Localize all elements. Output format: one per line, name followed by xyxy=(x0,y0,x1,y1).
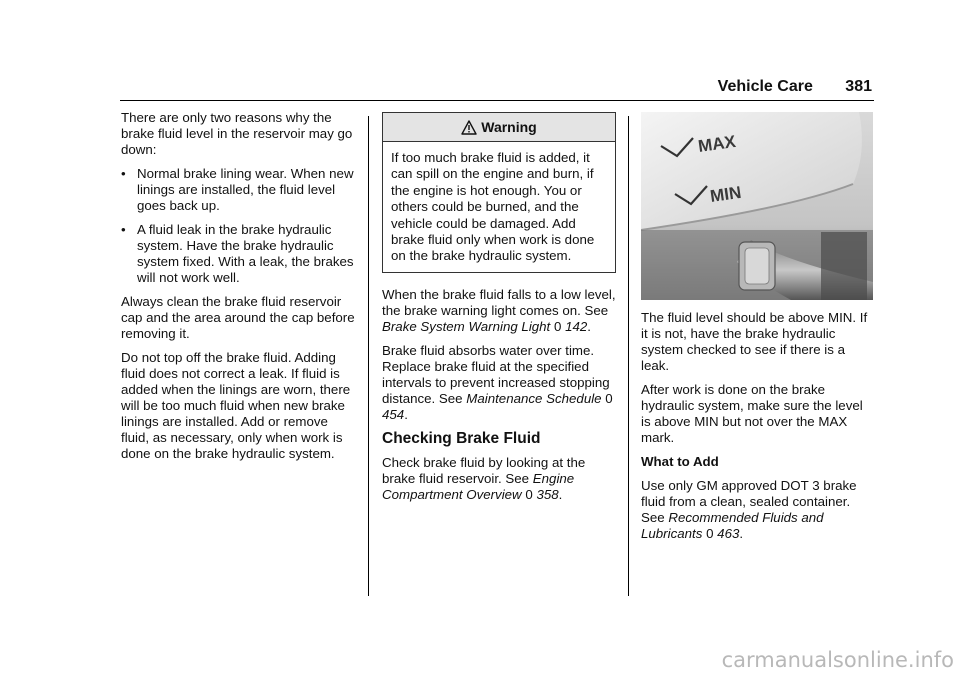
page-header xyxy=(718,78,872,96)
column-3 xyxy=(641,110,875,550)
watermark: carmanualsonline.info xyxy=(721,648,954,672)
intro-paragraph: There are only two reasons why the brake fluid level in the reservoir may go down: xyxy=(121,110,353,157)
min-mark-label: MIN xyxy=(708,182,743,206)
page-ref[interactable]: 142 xyxy=(565,318,588,334)
low-level-paragraph: When the brake fluid falls to a low level, the brake warning light comes on. See Brake System Warning Light 0 142. xyxy=(382,286,616,334)
subheading: What to Add xyxy=(641,454,719,469)
reservoir-photo xyxy=(641,112,873,300)
warning-icon xyxy=(461,120,477,135)
page-ref[interactable]: 454 xyxy=(382,406,405,422)
header-rule xyxy=(120,100,874,101)
max-mark-label: MAX xyxy=(696,131,737,156)
xref-maintenance-schedule[interactable]: Maintenance Schedule xyxy=(466,390,602,406)
section-heading: Checking Brake Fluid xyxy=(382,429,541,447)
level-paragraph: The fluid level should be above MIN. If it is not, have the brake hydraulic system checked to see if there is a leak. xyxy=(641,310,868,373)
warning-box xyxy=(382,112,616,273)
page-ref[interactable]: 463 xyxy=(717,526,740,541)
ref-symbol: 0 xyxy=(553,318,562,334)
bullet-item xyxy=(121,166,355,214)
bullet-text: Normal brake lining wear. When new linings are installed, the fluid level goes back up. xyxy=(137,166,354,213)
xref-engine-compartment[interactable]: Engine Compartment Overview xyxy=(382,470,575,502)
ref-symbol: 0 xyxy=(605,390,613,406)
page-number: 381 xyxy=(845,78,872,95)
warning-header xyxy=(383,113,615,142)
ref-symbol: 0 xyxy=(525,486,533,502)
warning-title: Warning xyxy=(481,119,537,135)
use-paragraph: Use only GM approved DOT 3 brake fluid from a clean, sealed container. See Recommended Fluids and Lubricants 0 463. xyxy=(641,478,857,541)
page-ref[interactable]: 358 xyxy=(536,486,559,502)
after-work-paragraph: After work is done on the brake hydraulic system, make sure the level is above MIN but not over the MAX mark. xyxy=(641,382,863,445)
xref-brake-warning-light[interactable]: Brake System Warning Light xyxy=(382,318,551,334)
column-divider-1 xyxy=(368,116,369,596)
bullet-item xyxy=(121,222,355,286)
column-2 xyxy=(382,110,616,511)
bullet-marker: • xyxy=(121,222,126,237)
xref-recommended-fluids[interactable]: Recommended Fluids and Lubricants xyxy=(641,510,824,541)
bullet-marker: • xyxy=(121,166,126,181)
ref-symbol: 0 xyxy=(706,526,714,541)
section-title: Vehicle Care xyxy=(717,78,813,95)
warning-body: If too much brake fluid is added, it can spill on the engine and burn, if the engine is hot enough. You or others could be burned, and the vehicle could be damaged. Add brake fluid only when work is done on the brake hydraulic system. xyxy=(391,150,595,264)
column-divider-2 xyxy=(628,116,629,596)
check-paragraph: Check brake fluid by looking at the brake fluid reservoir. See Engine Compartment Overview 0 358. xyxy=(382,454,586,502)
absorb-paragraph: Brake fluid absorbs water over time. Replace brake fluid at the specified intervals to prevent increased stopping distance. See Maintenance Schedule 0 454. xyxy=(382,342,613,422)
top-off-paragraph: Do not top off the brake fluid. Adding fluid does not correct a leak. If fluid is added when the linings are worn, there will be too much fluid when new brake linings are installed. Add or remove fluid, as necessary, only when work is done on the brake hydraulic system. xyxy=(121,350,351,461)
column-1 xyxy=(121,110,355,470)
bullet-text: A fluid leak in the brake hydraulic system. Have the brake hydraulic system fixed. With a leak, the brakes will not work well. xyxy=(137,222,354,285)
clean-cap-paragraph: Always clean the brake fluid reservoir cap and the area around the cap before removing it. xyxy=(121,294,355,341)
